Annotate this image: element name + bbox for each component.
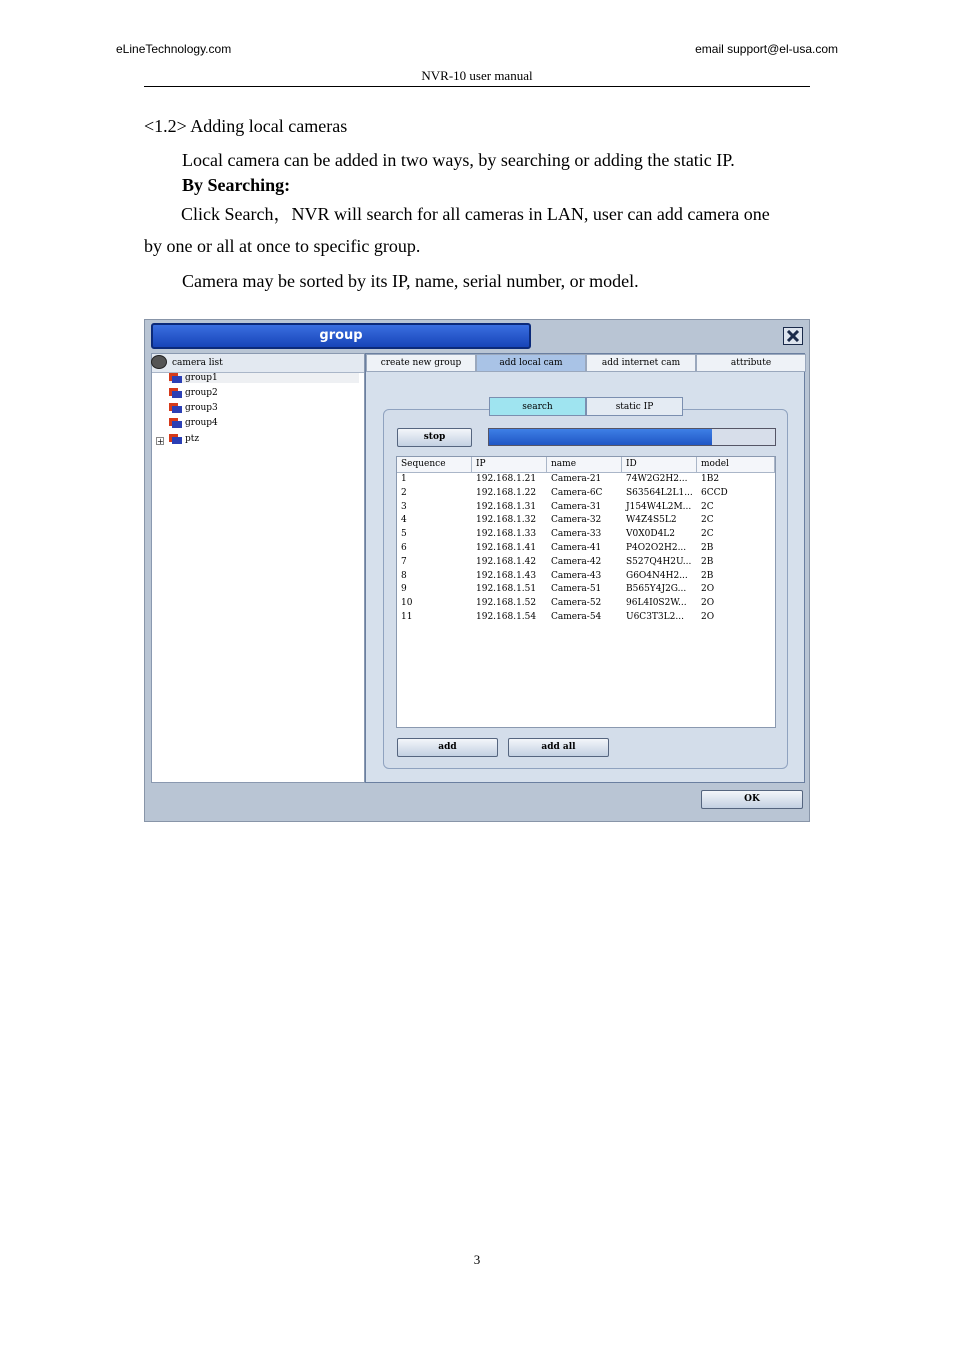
group-window (144, 319, 810, 822)
group-settings-panel (365, 353, 805, 783)
table-cell: 2 (401, 487, 407, 498)
table-cell: 7 (401, 556, 407, 567)
paragraph-3: Camera may be sorted by its IP, name, serial number, or model. (182, 271, 639, 291)
table-cell: 74W2G2H2... (626, 474, 688, 484)
tab-add-local-cam[interactable]: add local cam (476, 354, 586, 372)
ok-button[interactable]: OK (701, 790, 803, 809)
table-cell: 2O (701, 598, 715, 609)
table-cell: U6C3T3L2... (626, 611, 684, 622)
table-cell: 192.168.1.42 (476, 556, 537, 567)
table-cell: J154W4L2M... (626, 501, 692, 512)
header-manual-title: NVR-10 user manual (421, 68, 533, 83)
table-cell: 6CCD (701, 487, 728, 498)
column-sequence[interactable]: Sequence (397, 457, 472, 472)
expand-icon[interactable]: + (157, 437, 164, 446)
table-cell: 192.168.1.33 (476, 529, 537, 540)
table-cell: Camera-51 (551, 584, 602, 595)
table-cell: Camera-6C (551, 487, 603, 498)
paragraph-2-line-1: Click Search，NVR will search for all cameras in LAN, user can add camera one (181, 204, 770, 224)
table-cell: Camera-21 (551, 474, 602, 484)
tree-item-label: group4 (185, 418, 218, 428)
table-cell: Camera-42 (551, 556, 602, 567)
table-cell: 2O (701, 611, 715, 622)
table-row[interactable] (397, 487, 775, 501)
progress-fill (489, 429, 712, 445)
column-ip[interactable]: IP (472, 457, 547, 472)
tree-item-group4[interactable] (169, 418, 218, 428)
ptz-icon (169, 434, 182, 444)
table-cell: B565Y4J2G... (626, 584, 687, 595)
tab-create-new-group[interactable]: create new group (366, 354, 476, 372)
table-row[interactable] (397, 597, 775, 611)
tree-item-group2[interactable] (169, 388, 218, 398)
tree-item-group3[interactable] (169, 403, 218, 413)
table-row[interactable] (397, 556, 775, 570)
header-rule (144, 86, 810, 87)
tree-item-label: group3 (185, 403, 218, 413)
table-cell: 192.168.1.43 (476, 570, 537, 581)
table-body (397, 473, 775, 625)
tree-item-label: group1 (185, 373, 218, 383)
table-cell: 10 (401, 598, 413, 609)
camera-list-label: camera list (172, 358, 223, 368)
table-row[interactable] (397, 514, 775, 528)
table-cell: S527Q4H2U... (626, 556, 692, 567)
column-name[interactable]: name (547, 457, 622, 472)
table-cell: 192.168.1.22 (476, 487, 537, 498)
table-cell: 2B (701, 542, 714, 553)
tab-add-internet-cam[interactable]: add internet cam (586, 354, 696, 372)
section-title: <1.2> Adding local cameras (144, 116, 348, 136)
stop-button[interactable]: stop (397, 428, 472, 447)
table-cell: 192.168.1.31 (476, 501, 537, 512)
table-cell: 192.168.1.41 (476, 542, 537, 553)
table-cell: Camera-31 (551, 501, 602, 512)
table-cell: 96L4I0S2W... (626, 598, 687, 609)
table-cell: Camera-54 (551, 611, 602, 622)
header-website: eLineTechnology.com (116, 42, 232, 56)
folder-icon (169, 403, 182, 413)
table-row[interactable] (397, 528, 775, 542)
table-cell: Camera-41 (551, 542, 602, 553)
table-cell: 9 (401, 584, 407, 595)
table-cell: 2B (701, 556, 714, 567)
table-cell: P4O2O2H2... (626, 542, 687, 553)
camera-list-panel (151, 353, 365, 783)
table-cell: 3 (401, 501, 407, 512)
search-progress-bar (488, 428, 776, 446)
tree-item-label: group2 (185, 388, 218, 398)
table-cell: 2O (701, 584, 715, 595)
tab-attribute[interactable]: attribute (696, 354, 806, 372)
table-cell: 2C (701, 529, 714, 540)
table-cell: 192.168.1.52 (476, 598, 537, 609)
table-cell: S63564L2L1... (626, 487, 693, 498)
column-model[interactable]: model (697, 457, 775, 472)
tab-bar (366, 354, 806, 372)
folder-icon (169, 373, 182, 383)
table-cell: 192.168.1.51 (476, 584, 537, 595)
subheading: By Searching: (182, 175, 291, 195)
table-cell: 5 (401, 529, 407, 540)
table-row[interactable] (397, 611, 775, 625)
add-all-button[interactable]: add all (508, 738, 609, 757)
table-cell: 1 (401, 474, 407, 484)
paragraph-2-line-2: by one or all at once to specific group. (144, 236, 421, 256)
table-cell: 192.168.1.32 (476, 515, 537, 526)
subtab-search[interactable]: search (489, 397, 586, 416)
page-number: 3 (473, 1252, 481, 1267)
camera-list-icon (151, 355, 167, 369)
table-row[interactable] (397, 583, 775, 597)
table-cell: 2C (701, 501, 714, 512)
table-cell: 1B2 (701, 474, 720, 484)
folder-icon (169, 418, 182, 428)
table-row[interactable] (397, 570, 775, 584)
folder-icon (169, 388, 182, 398)
table-header (397, 457, 775, 473)
table-row[interactable] (397, 542, 775, 556)
table-cell: 192.168.1.21 (476, 474, 537, 484)
close-button[interactable] (783, 327, 803, 345)
table-cell: 192.168.1.54 (476, 611, 537, 622)
add-button[interactable]: add (397, 738, 498, 757)
close-icon (786, 330, 800, 342)
paragraph-1: Local camera can be added in two ways, by searching or adding the static IP. (182, 150, 735, 170)
table-cell: W4Z4S5L2 (626, 515, 677, 526)
table-cell: 8 (401, 570, 407, 581)
window-title: group (151, 323, 531, 349)
subtab-static-ip[interactable]: static IP (586, 397, 683, 416)
table-cell: Camera-33 (551, 529, 602, 540)
tree-item-group1[interactable] (169, 373, 359, 383)
column-id[interactable]: ID (622, 457, 697, 472)
header-email: email support@el-usa.com (695, 42, 838, 56)
table-row[interactable] (397, 473, 775, 487)
tree-item-ptz[interactable] (169, 434, 199, 444)
camera-list-header (152, 354, 364, 373)
table-cell: 6 (401, 542, 407, 553)
table-cell: 11 (401, 611, 413, 622)
table-cell: Camera-43 (551, 570, 602, 581)
table-cell: Camera-52 (551, 598, 602, 609)
table-cell: 4 (401, 515, 407, 526)
search-panel (383, 402, 788, 769)
table-cell: G6O4N4H2... (626, 570, 688, 581)
table-cell: 2C (701, 515, 714, 526)
table-cell: V0X0D4L2 (626, 529, 676, 540)
table-cell: 2B (701, 570, 714, 581)
camera-table (396, 456, 776, 728)
tree-item-label: ptz (185, 434, 200, 444)
table-cell: Camera-32 (551, 515, 602, 526)
table-row[interactable] (397, 501, 775, 515)
